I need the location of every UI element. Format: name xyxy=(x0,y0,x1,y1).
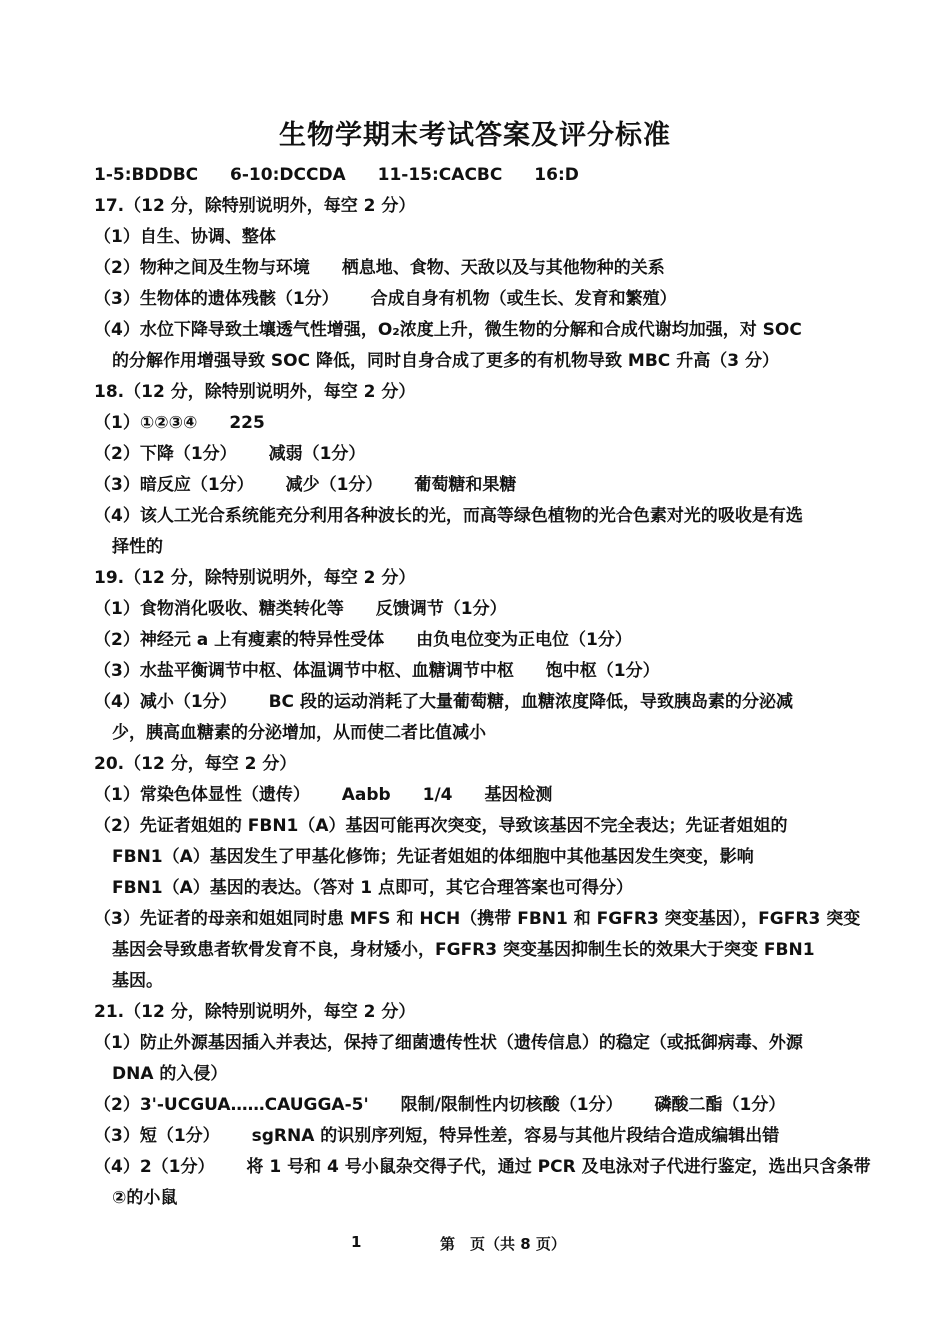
q17-part3-answer-a: （3）生物体的遗体残骸（1分） xyxy=(94,289,339,309)
q21-part3-answer-a: （3）短（1分） xyxy=(94,1126,220,1146)
q18-header: 18.（12 分，除特别说明外，每空 2 分） xyxy=(94,382,416,402)
q17-part3 xyxy=(94,284,894,315)
q20-part2-line3: FBN1（A）基因的表达。（答对 1 点即可，其它合理答案也可得分） xyxy=(112,878,633,898)
q18-part1 xyxy=(94,408,894,439)
q19-part3 xyxy=(94,656,894,687)
q18-part3 xyxy=(94,470,894,501)
q20-part3-line3: 基因。 xyxy=(112,971,163,991)
q18-part4-line2: 择性的 xyxy=(112,537,163,557)
q20-part3-line2: 基因会导致患者软骨发育不良，身材矮小，FGFR3 突变基因抑制生长的效果大于突变 FBN1 xyxy=(112,940,815,960)
q19-part4-answer-b: BC 段的运动消耗了大量葡萄糖，血糖浓度降低，导致胰岛素的分泌减 xyxy=(268,692,793,712)
answer-content xyxy=(94,160,894,1214)
q21-part1-line2: DNA 的入侵） xyxy=(112,1064,228,1084)
q21-part3-answer-b: sgRNA 的识别序列短，特异性差，容易与其他片段结合造成编辑出错 xyxy=(251,1126,780,1146)
q21-part4 xyxy=(94,1152,894,1183)
q20-part1-answer-c: 1/4 xyxy=(422,785,453,805)
q21-part2 xyxy=(94,1090,894,1121)
q17-part2-answer-b: 栖息地、食物、天敌以及与其他物种的关系 xyxy=(341,258,665,278)
answers-6-10: 6-10:DCCDA xyxy=(230,165,346,185)
q19-part2-answer-a: （2）神经元 a 上有瘦素的特异性受体 xyxy=(94,630,385,650)
q19-part3-answer-b: 饱中枢（1分） xyxy=(545,661,660,681)
q21-part2-answer-c: 磷酸二酯（1分） xyxy=(654,1095,786,1115)
q18-part3-answer-b: 减少（1分） xyxy=(285,475,383,495)
q19-part2 xyxy=(94,625,894,656)
page-count-text: 第 页（共 8 页） xyxy=(440,1235,566,1253)
q19-part1-answer-a: （1）食物消化吸收、糖类转化等 xyxy=(94,599,344,619)
q20-part1-answer-d: 基因检测 xyxy=(484,785,553,805)
q19-part3-answer-a: （3）水盐平衡调节中枢、体温调节中枢、血糖调节中枢 xyxy=(94,661,514,681)
q21-part2-answer-a: （2）3'-UCGUA……CAUGGA-5' xyxy=(94,1095,369,1115)
page-title: 生物学期末考试答案及评分标准 xyxy=(279,120,671,151)
q17-header: 17.（12 分，除特别说明外，每空 2 分） xyxy=(94,196,416,216)
q19-part1 xyxy=(94,594,894,625)
q19-part2-answer-b: 由负电位变为正电位（1分） xyxy=(416,630,632,650)
q21-part4-answer-a: （4）2（1分） xyxy=(94,1157,215,1177)
answer-16: 16:D xyxy=(534,165,579,185)
q21-part3 xyxy=(94,1121,894,1152)
q20-part3-line1: （3）先证者的母亲和姐姐同时患 MFS 和 HCH（携带 FBN1 和 FGFR3 突变基因），FGFR3 突变 xyxy=(94,909,861,929)
q20-header: 20.（12 分，每空 2 分） xyxy=(94,754,297,774)
answers-11-15: 11-15:CACBC xyxy=(377,165,503,185)
q18-part2-answer-a: （2）下降（1分） xyxy=(94,444,237,464)
q20-part2-line2: FBN1（A）基因发生了甲基化修饰；先证者姐姐的体细胞中其他基因发生突变，影响 xyxy=(112,847,754,867)
multiple-choice-answers xyxy=(94,160,894,191)
q21-part4-answer-b: 将 1 号和 4 号小鼠杂交得子代，通过 PCR 及电泳对子代进行鉴定，选出只含条带 xyxy=(246,1157,871,1177)
q18-part2 xyxy=(94,439,894,470)
q21-part2-answer-b: 限制/限制性内切核酸（1分） xyxy=(400,1095,623,1115)
q17-part1: （1）自生、协调、整体 xyxy=(94,227,276,247)
q19-part4-line2: 少，胰高血糖素的分泌增加，从而使二者比值减小 xyxy=(112,723,486,743)
q21-part4-line2: ②的小鼠 xyxy=(112,1188,178,1208)
q17-part4-line1: （4）水位下降导致土壤透气性增强，O₂浓度上升，微生物的分解和合成代谢均加强，对 SOC xyxy=(94,320,802,340)
q18-part2-answer-b: 减弱（1分） xyxy=(268,444,366,464)
q21-part1-line1: （1）防止外源基因插入并表达，保持了细菌遗传性状（遗传信息）的稳定（或抵御病毒、外源 xyxy=(94,1033,803,1053)
q18-part3-answer-a: （3）暗反应（1分） xyxy=(94,475,254,495)
q17-part4-line2: 的分解作用增强导致 SOC 降低，同时自身合成了更多的有机物导致 MBC 升高（3 分） xyxy=(112,351,779,371)
answers-1-5: 1-5:BDDBC xyxy=(94,165,199,185)
q17-part3-answer-b: 合成自身有机物（或生长、发育和繁殖） xyxy=(370,289,677,309)
q19-header: 19.（12 分，除特别说明外，每空 2 分） xyxy=(94,568,416,588)
q18-part3-answer-c: 葡萄糖和果糖 xyxy=(414,475,517,495)
page-number: 1 xyxy=(351,1233,362,1251)
q17-part2 xyxy=(94,253,894,284)
q20-part1 xyxy=(94,780,894,811)
q18-part1-answer-a: （1）①②③④ xyxy=(94,413,198,433)
q18-part1-answer-b: 225 xyxy=(229,413,265,433)
q19-part4 xyxy=(94,687,894,718)
q20-part2-line1: （2）先证者姐姐的 FBN1（A）基因可能再次突变，导致该基因不完全表达；先证者姐姐的 xyxy=(94,816,788,836)
q21-header: 21.（12 分，除特别说明外，每空 2 分） xyxy=(94,1002,416,1022)
q18-part4-line1: （4）该人工光合系统能充分利用各种波长的光，而高等绿色植物的光合色素对光的吸收是有选 xyxy=(94,506,803,526)
q19-part1-answer-b: 反馈调节（1分） xyxy=(375,599,507,619)
q19-part4-answer-a: （4）减小（1分） xyxy=(94,692,237,712)
q20-part1-answer-b: Aabb xyxy=(341,785,391,805)
q20-part1-answer-a: （1）常染色体显性（遗传） xyxy=(94,785,310,805)
q17-part2-answer-a: （2）物种之间及生物与环境 xyxy=(94,258,310,278)
